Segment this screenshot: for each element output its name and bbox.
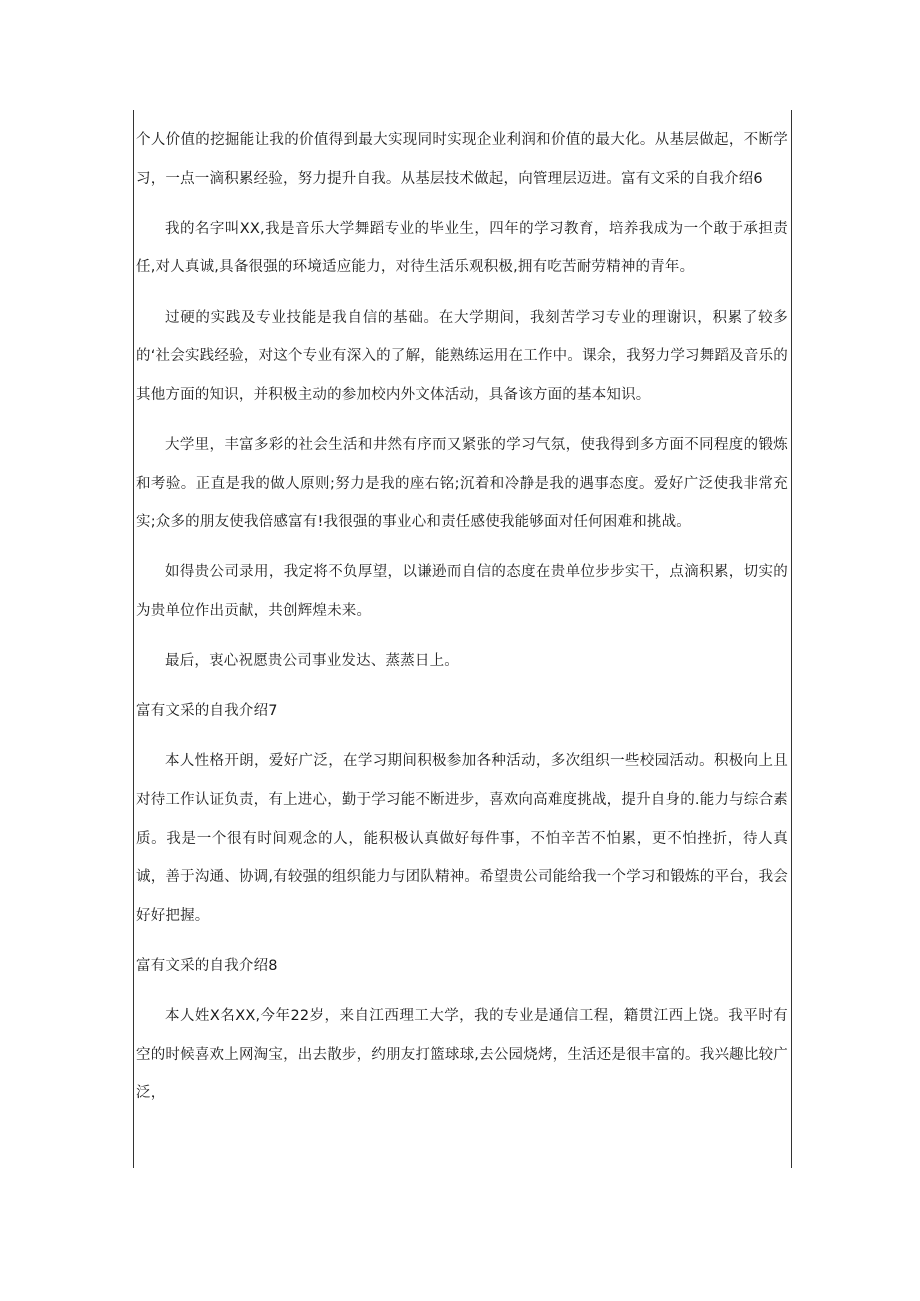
paragraph-8: 本人姓X名XX,今年22岁，来自江西理工大学，我的专业是通信工程，籍贯江西上饶。我平时有空的时候喜欢上网淘宝，出去散步，约朋友打篮球球,去公园烧烤，生活还是很丰富的。我兴趣比较广泛， bbox=[136, 1008, 788, 1102]
section-heading-8: 富有文采的自我介绍8 bbox=[136, 958, 278, 975]
right-border-line bbox=[791, 110, 792, 1168]
paragraph-1: 个人价值的挖掘能让我的价值得到最大实现同时实现企业利润和价值的最大化。从基层做起，不断学习，一点一滴积累经验，努力提升自我。从基层技术做起，向管理层迈进。富有文采的自我介绍6 bbox=[136, 132, 788, 187]
section-heading-7: 富有文采的自我介绍7 bbox=[136, 703, 278, 720]
left-border-line bbox=[133, 110, 134, 1168]
paragraph-6: 最后，衷心祝愿贵公司事业发达、蒸蒸日上。 bbox=[165, 653, 459, 670]
paragraph-3: 过硬的实践及专业技能是我自信的基础。在大学期间，我刻苦学习专业的理谢识，积累了较多的‘社会实践经验，对这个专业有深入的了解，能熟练运用在工作中。课余，我努力学习舞蹈及音乐的其他方面的知识，并积极主动的参加校内外文体活动，具备该方面的基本知识。 bbox=[136, 309, 788, 403]
paragraph-4: 大学里，丰富多彩的社会生活和井然有序而又紧张的学习气氛，使我得到多方面不同程度的锻炼和考验。正直是我的做人原则;努力是我的座右铭;沉着和冷静是我的遇事态度。爱好广泛使我非常充实;众多的朋友使我倍感富有!我很强的事业心和责任感使我能够面对任何困难和挑战。 bbox=[136, 436, 788, 531]
paragraph-5: 如得贵公司录用，我定将不负厚望，以谦逊而自信的态度在贵单位步步实干，点滴积累，切实的为贵单位作出贡献，共创辉煌未来。 bbox=[136, 564, 788, 619]
paragraph-7: 本人性格开朗，爱好广泛，在学习期间积极参加各种活动，多次组织一些校园活动。积极向上且对待工作认证负责，有上进心，勤于学习能不断进步，喜欢向高难度挑战，提升自身的.能力与综合素质。我是一个很有时间观念的人，能积极认真做好每件事，不怕辛苦不怕累，更不怕挫折，待人真诚，善于沟通、协调,有较强的组织能力与团队精神。希望贵公司能给我一个学习和锻炼的平台，我会好好把握。 bbox=[136, 753, 788, 924]
paragraph-2: 我的名字叫XX,我是音乐大学舞蹈专业的毕业生，四年的学习教育，培养我成为一个敢于承担责任,对人真诚,具备很强的环境适应能力，对待生活乐观积极,拥有吃苦耐劳精神的青年。 bbox=[136, 220, 788, 276]
document-body bbox=[136, 121, 788, 1125]
